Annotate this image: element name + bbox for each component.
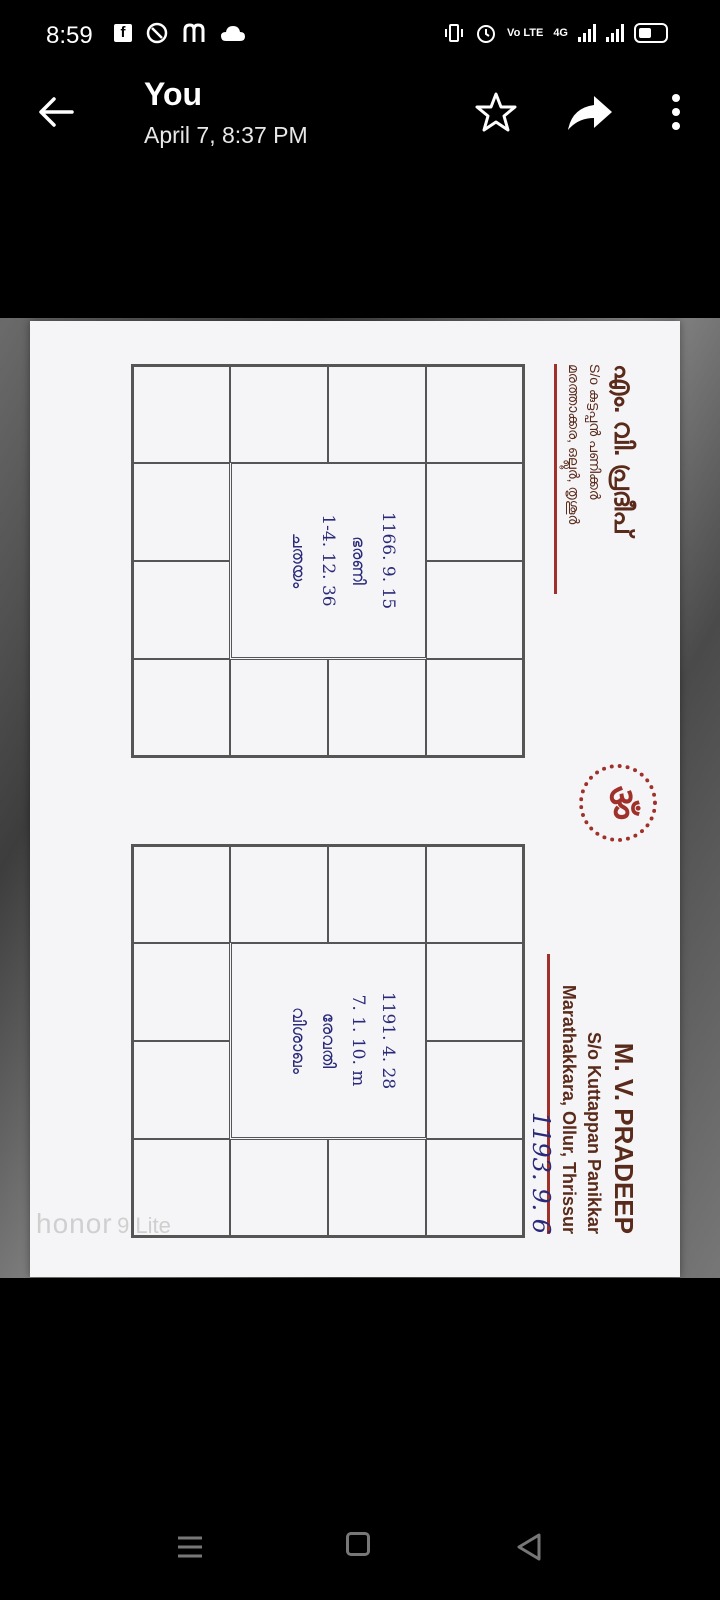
- chart-1-line: ചതയം: [288, 532, 308, 589]
- chart-1-line: 1-4. 12. 36: [318, 514, 338, 607]
- forward-share-icon[interactable]: [566, 92, 614, 132]
- chart-cell: [230, 659, 328, 756]
- chart-cell: [133, 1041, 230, 1139]
- more-options-icon[interactable]: [660, 90, 692, 134]
- astrologer-name: M. V. PRADEEP: [609, 1042, 639, 1234]
- chart-2-line: രേവതി: [318, 1012, 338, 1069]
- facebook-icon: f: [114, 24, 132, 42]
- horoscope-content: [35, 324, 675, 1274]
- astrologer-address: Marathakkara, Ollur, Thrissur: [559, 984, 579, 1234]
- app-m-icon: [182, 22, 206, 44]
- sender-title: You: [144, 76, 203, 112]
- message-timestamp: April 7, 8:37 PM: [144, 122, 308, 148]
- cloud-icon: [220, 24, 246, 42]
- chart-2-center: [231, 943, 426, 1138]
- handwritten-date: 1193. 9. 6: [527, 1111, 555, 1234]
- chart-cell: [230, 846, 328, 943]
- status-time: 8:59: [46, 22, 93, 49]
- chart-2-line: 7. 1. 10. m: [348, 994, 368, 1087]
- vpn-icon: [146, 22, 168, 44]
- chart-2-line: 1191. 4. 28: [378, 991, 398, 1090]
- alarm-icon: [475, 22, 497, 44]
- chart-cell: [426, 943, 523, 1041]
- header-malayalam: [554, 364, 639, 594]
- chart-cell: [133, 659, 230, 756]
- chart-1-center: [231, 463, 426, 658]
- status-right-icons: [443, 22, 668, 44]
- navigation-bar: [0, 1510, 720, 1600]
- header-english: [547, 954, 639, 1234]
- om-symbol-icon: ॐ: [579, 764, 657, 842]
- chart-cell: [133, 943, 230, 1041]
- signal-4g-icon: 4G: [553, 26, 568, 39]
- status-left-icons: [114, 22, 246, 44]
- horoscope-paper: [30, 321, 680, 1277]
- home-icon[interactable]: [346, 1532, 370, 1556]
- chart-cell: [133, 463, 230, 561]
- chart-cell: [426, 659, 523, 756]
- watermark-model: 9 Lite: [117, 1213, 171, 1238]
- astrologer-parent-ml: S/o കുട്ടപ്പൻ പണിക്കർ: [587, 364, 603, 500]
- attached-photo[interactable]: [0, 318, 720, 1278]
- chart-cell: [230, 366, 328, 463]
- volte-icon: Vo LTE: [507, 26, 544, 39]
- back-triangle-icon[interactable]: [514, 1532, 544, 1562]
- status-bar: [0, 0, 720, 70]
- horoscope-chart-1: [131, 364, 525, 758]
- menu-icon[interactable]: [176, 1534, 204, 1560]
- back-arrow-icon[interactable]: [32, 88, 80, 136]
- chart-cell: [426, 463, 523, 561]
- signal-icon: [578, 24, 596, 42]
- chart-cell: [133, 846, 230, 943]
- chart-cell: [230, 1139, 328, 1236]
- astrologer-parent: S/o Kuttappan Panikkar: [584, 1031, 604, 1234]
- chart-cell: [328, 366, 426, 463]
- chart-cell: [426, 366, 523, 463]
- chart-1-line: ഭരണി: [348, 536, 368, 585]
- chart-cell: [328, 659, 426, 756]
- camera-watermark: [36, 1208, 171, 1240]
- vibrate-icon: [443, 23, 465, 43]
- chart-cell: [133, 366, 230, 463]
- chart-cell: [426, 846, 523, 943]
- horoscope-chart-2: [131, 844, 525, 1238]
- chart-2-line: വിശാഖം: [288, 1007, 308, 1074]
- astrologer-name-ml: എം. വി. പ്രദീപ്: [609, 364, 639, 535]
- battery-icon: [634, 23, 668, 43]
- header-rule-ml: [554, 364, 557, 594]
- astrologer-address-ml: മരത്താക്കര, ഒല്ലൂർ, തൃശൂർ: [566, 364, 582, 525]
- watermark-logo: honor: [36, 1208, 113, 1239]
- chart-cell: [426, 561, 523, 659]
- chart-1-line: 1166. 9. 15: [378, 511, 398, 610]
- chart-cell: [133, 561, 230, 659]
- chart-cell: [426, 1139, 523, 1236]
- app-bar: [0, 70, 720, 160]
- chart-cell: [328, 1139, 426, 1236]
- signal-icon-2: [606, 24, 624, 42]
- chart-cell: [328, 846, 426, 943]
- star-icon[interactable]: [474, 90, 518, 134]
- chart-cell: [426, 1041, 523, 1139]
